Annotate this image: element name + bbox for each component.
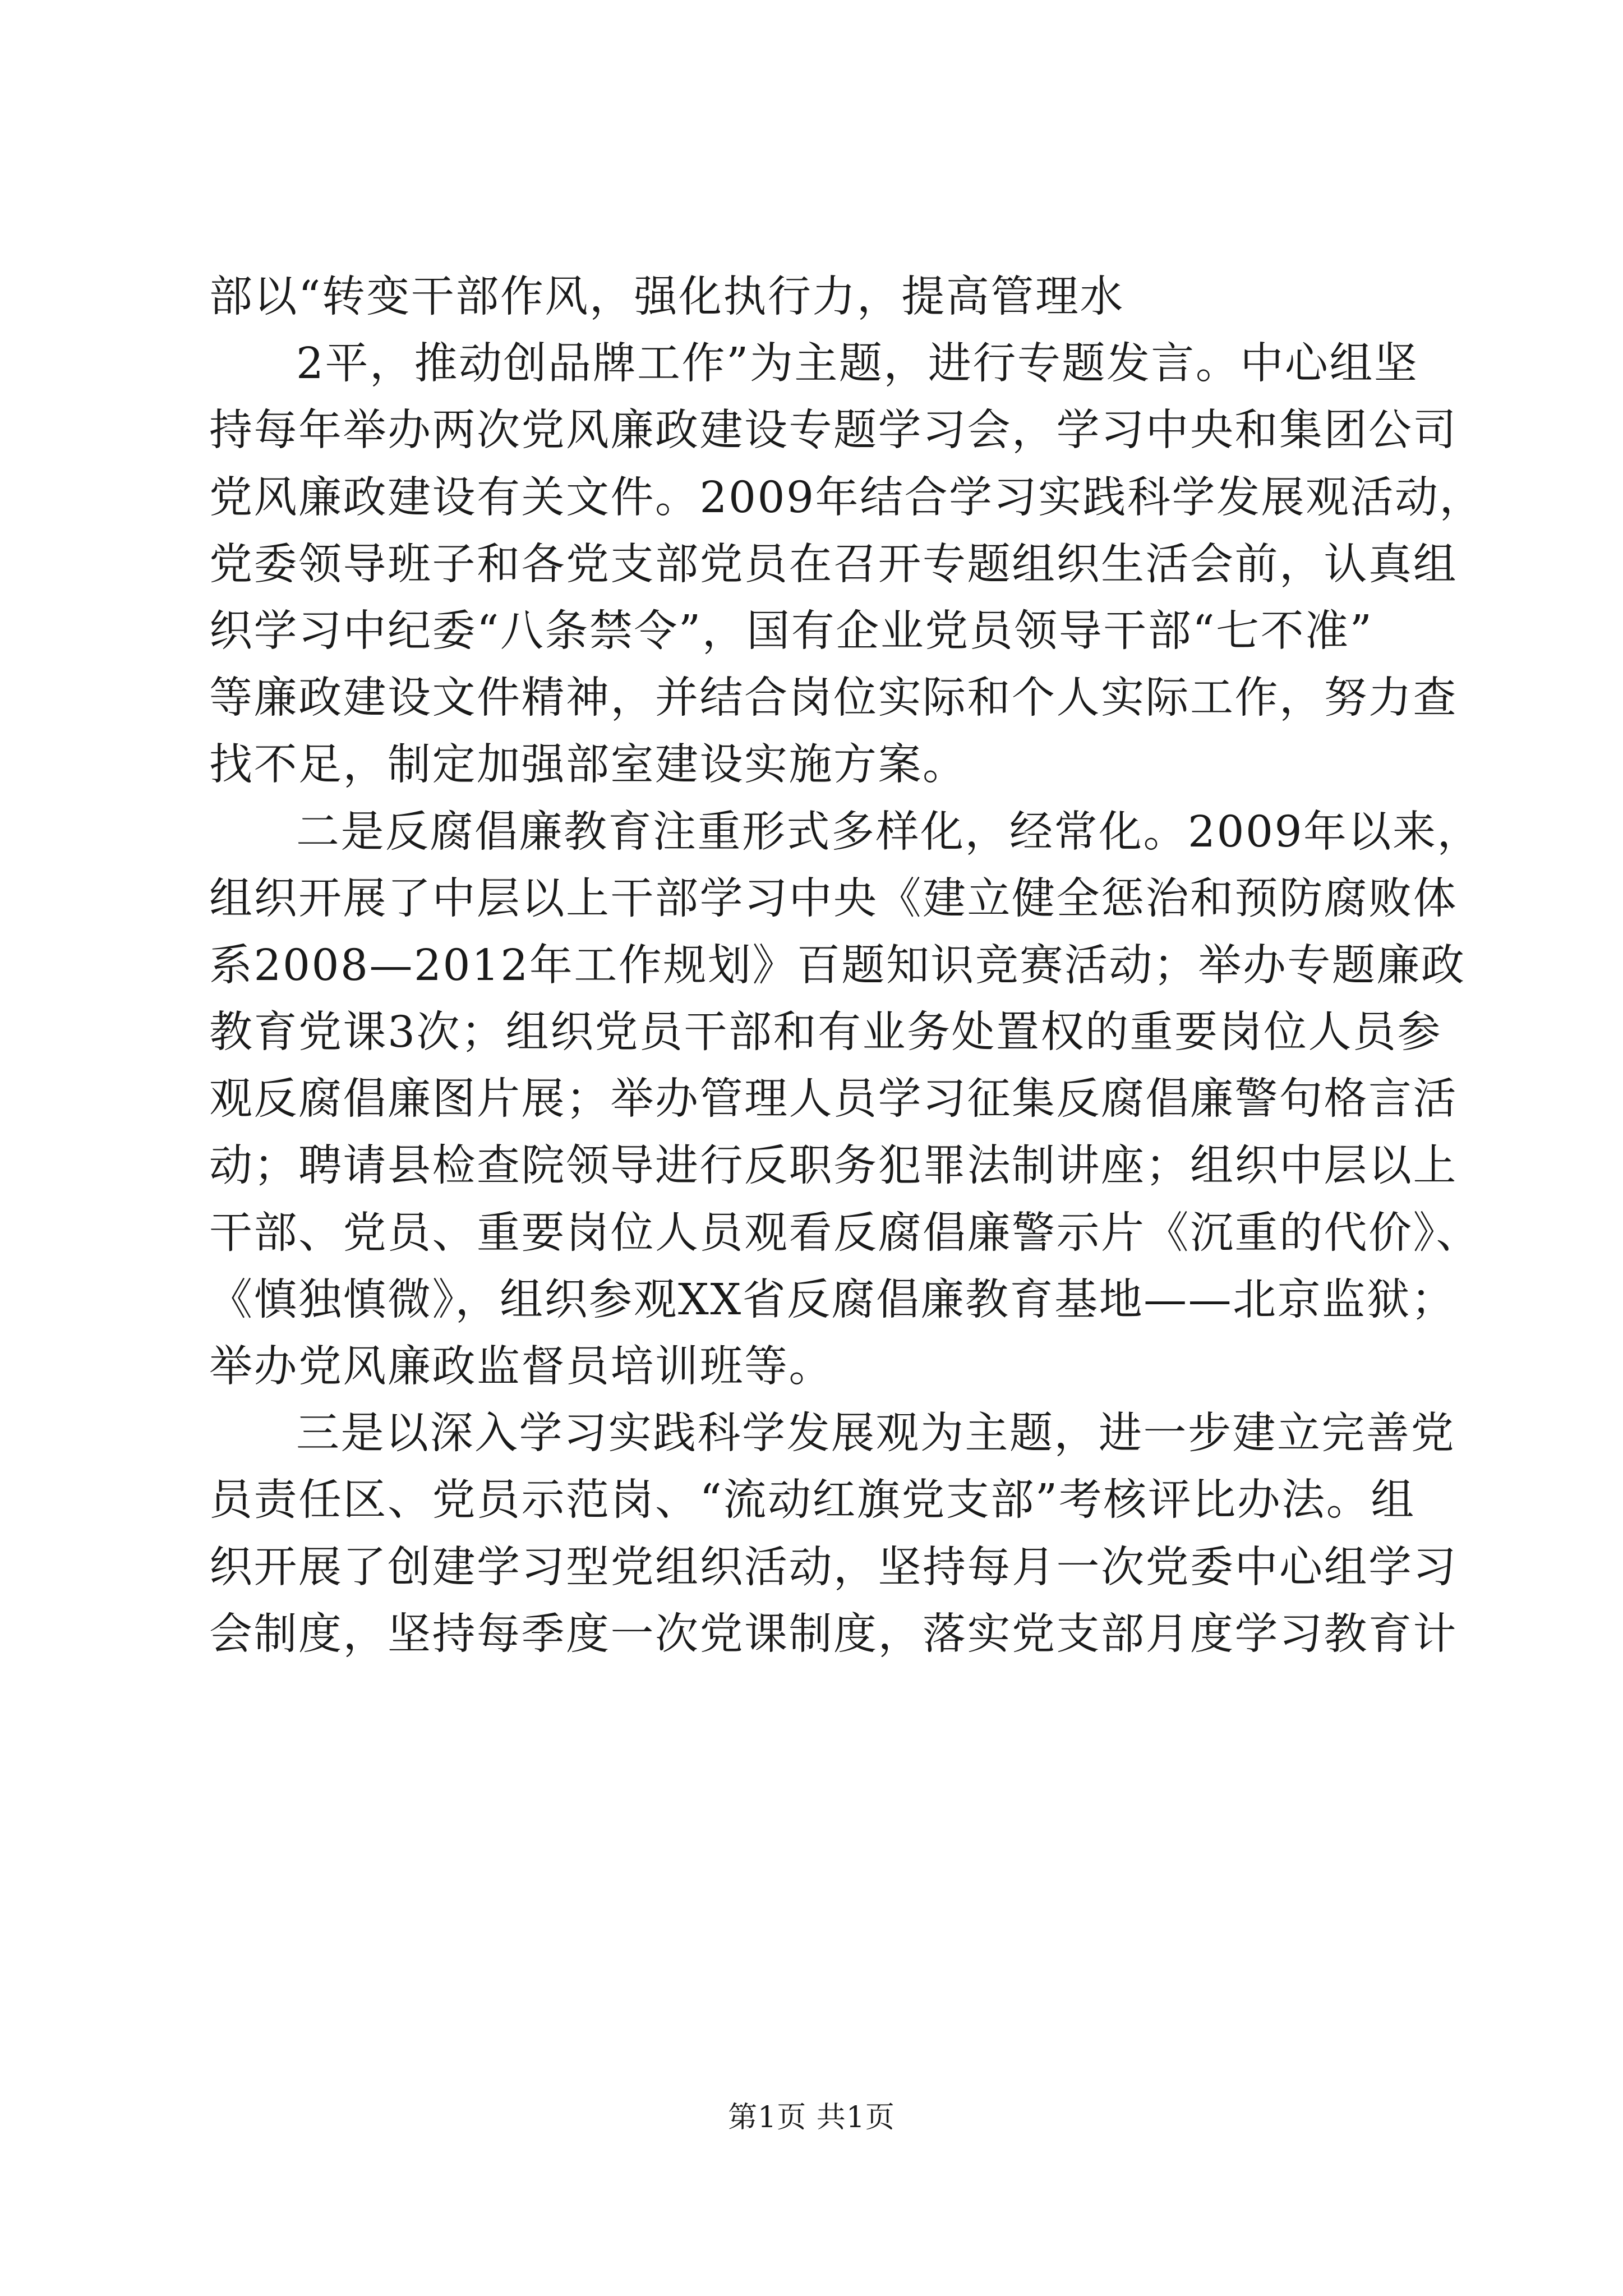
text-line: 《慎独慎微》，组织参观XX省反腐倡廉教育基地——北京监狱； bbox=[209, 1274, 1456, 1325]
text-line: 织学习中纪委“八条禁令”，国有企业党员领导干部“七不准” bbox=[209, 606, 1373, 656]
text-line: 持每年举办两次党风廉政建设专题学习会，学习中央和集团公司 bbox=[209, 406, 1458, 456]
text-line: 员责任区、党员示范岗、“流动红旗党支部”考核评比办法。组 bbox=[209, 1475, 1415, 1526]
text-line: 观反腐倡廉图片展；举办管理人员学习征集反腐倡廉警句格言活 bbox=[209, 1074, 1458, 1125]
document-body bbox=[209, 264, 1484, 1668]
text-line: 党风廉政建设有关文件。2009年结合学习实践科学发展观活动， bbox=[209, 472, 1484, 523]
text-line: 找不足，制定加强部室建设实施方案。 bbox=[209, 740, 967, 790]
text-line: 2平，推动创品牌工作”为主题，进行专题发言。中心组坚 bbox=[296, 339, 1419, 389]
text-line: 等廉政建设文件精神，并结合岗位实际和个人实际工作，努力查 bbox=[209, 673, 1458, 724]
text-line: 织开展了创建学习型党组织活动，坚持每月一次党委中心组学习 bbox=[209, 1542, 1458, 1593]
text-line: 党委领导班子和各党支部党员在召开专题组织生活会前，认真组 bbox=[209, 539, 1458, 590]
text-line: 系2008—2012年工作规划》百题知识竞赛活动；举办专题廉政 bbox=[209, 940, 1466, 991]
text-line: 干部、党员、重要岗位人员观看反腐倡廉警示片《沉重的代价》、 bbox=[209, 1208, 1481, 1258]
text-line: 动；聘请县检查院领导进行反职务犯罪法制讲座；组织中层以上 bbox=[209, 1141, 1458, 1191]
text-line: 组织开展了中层以上干部学习中央《建立健全惩治和预防腐败体 bbox=[209, 873, 1458, 924]
text-line: 举办党风廉政监督员培训班等。 bbox=[209, 1342, 833, 1392]
text-line: 三是以深入学习实践科学发展观为主题，进一步建立完善党 bbox=[296, 1409, 1455, 1459]
text-line: 部以“转变干部作风，强化执行力，提高管理水 bbox=[209, 272, 1124, 322]
text-line: 二是反腐倡廉教育注重形式多样化，经常化。2009年以来， bbox=[296, 807, 1482, 857]
text-line: 教育党课3次；组织党员干部和有业务处置权的重要岗位人员参 bbox=[209, 1007, 1442, 1058]
text-line: 会制度，坚持每季度一次党课制度，落实党支部月度学习教育计 bbox=[209, 1609, 1458, 1659]
page-number-footer: 第1页 共1页 bbox=[728, 2101, 895, 2134]
